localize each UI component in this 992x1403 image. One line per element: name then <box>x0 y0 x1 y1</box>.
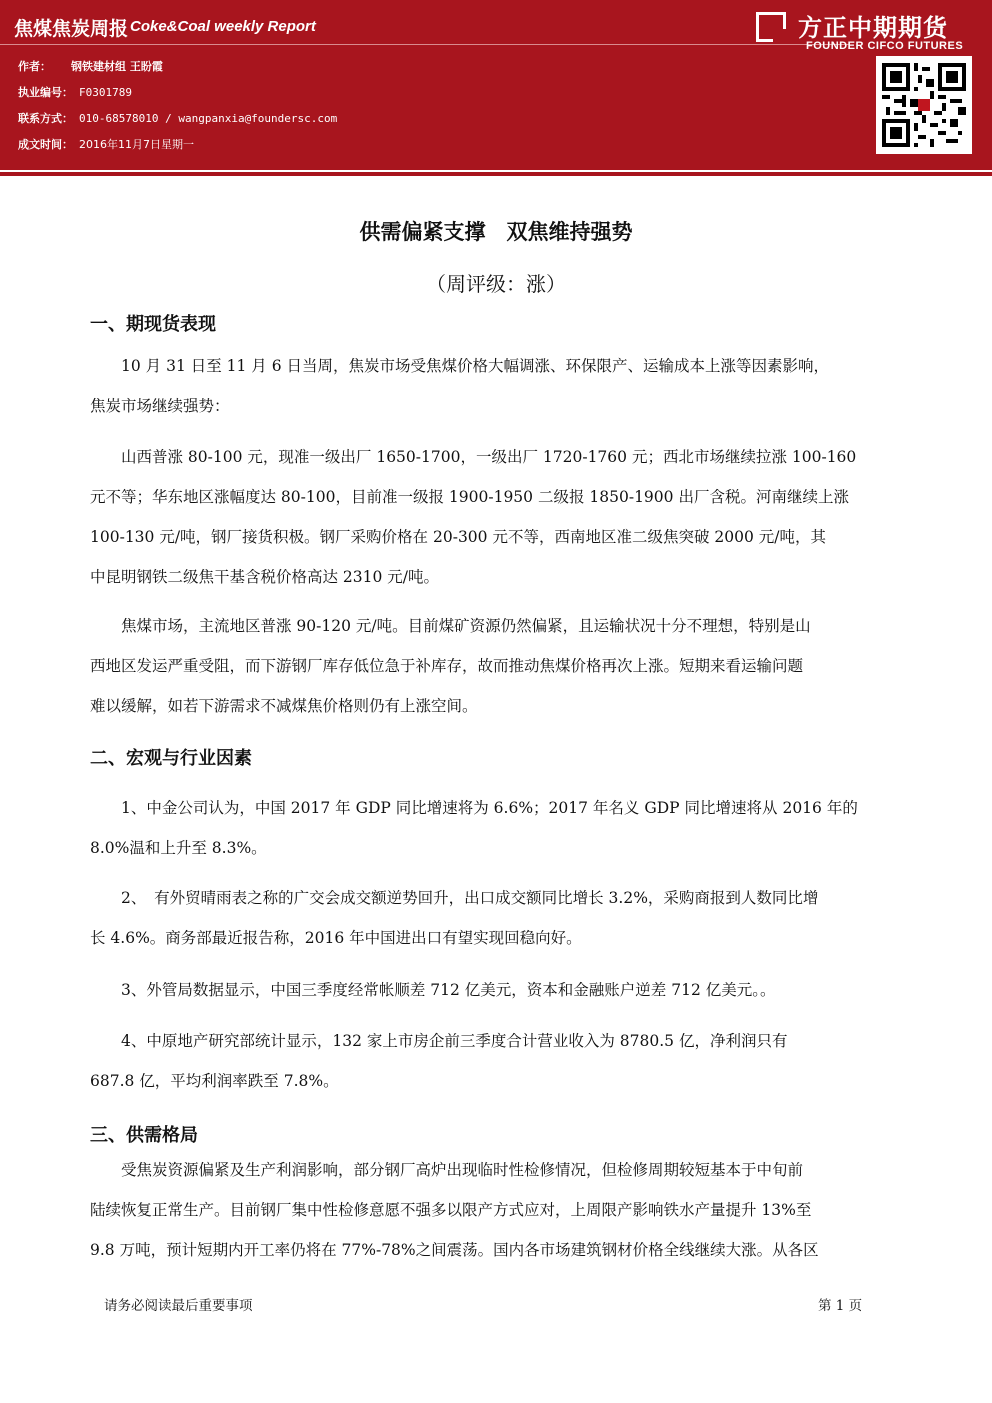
paragraph <box>90 788 902 868</box>
paragraph-line: 长 4.6%。商务部最近报告称，2016 年中国进出口有望实现回稳向好。 <box>90 929 582 947</box>
date-label: 成文时间： <box>18 138 73 151</box>
qr-code-icon <box>876 56 972 154</box>
paragraph-line: 2、 有外贸晴雨表之称的广交会成交额逆势回升，出口成交额同比增长 3.2%，采购商报到人数同比增 <box>90 889 819 907</box>
author-label: 作者： <box>18 60 51 73</box>
paragraph-line: 焦煤市场，主流地区普涨 90-120 元/吨。目前煤矿资源仍然偏紧，且运输状况十分不理想，特别是山 <box>90 617 811 635</box>
paragraph <box>90 1150 902 1270</box>
paragraph <box>90 970 902 1010</box>
paragraph-line: 4、中原地产研究部统计显示，132 家上市房企前三季度合计营业收入为 8780.5 亿，净利润只有 <box>90 1032 788 1050</box>
header-underline <box>0 172 992 176</box>
section-heading: 二、宏观与行业因素 <box>90 748 252 769</box>
paragraph <box>90 437 902 597</box>
paragraph-line: 1、中金公司认为，中国 2017 年 GDP 同比增速将为 6.6%；2017 年名义 GDP 同比增速将从 2016 年的 <box>90 799 858 817</box>
paragraph-line: 3、外管局数据显示，中国三季度经常帐顺差 712 亿美元，资本和金融账户逆差 712 亿美元。。 <box>90 981 776 999</box>
paragraph <box>90 1021 902 1101</box>
license-value: F0301789 <box>79 86 132 99</box>
contact-label: 联系方式： <box>18 112 73 125</box>
paragraph-line: 西地区发运严重受阻，而下游钢厂库存低位急于补库存，故而推动焦煤价格再次上涨。短期来看运输问题 <box>90 657 804 675</box>
license-line <box>18 84 132 100</box>
paragraph <box>90 878 902 958</box>
contact-line <box>18 110 337 126</box>
date-value: 2016年11月7日星期一 <box>79 138 194 151</box>
paragraph-line: 9.8 万吨，预计短期内开工率仍将在 77%-78%之间震荡。国内各市场建筑钢材价格全线继续大涨。从各区 <box>90 1241 819 1259</box>
paragraph <box>90 346 902 426</box>
contact-value: 010-68578010 / wangpanxia@foundersc.com <box>79 112 338 125</box>
author-line <box>18 58 163 74</box>
footer-notice: 请务必阅读最后重要事项 <box>104 1298 253 1314</box>
author-value: 钢铁建材组 王盼霞 <box>71 60 163 73</box>
section-heading: 一、期现货表现 <box>90 314 216 335</box>
paragraph-line: 焦炭市场继续强势： <box>90 397 230 415</box>
license-label: 执业编号： <box>18 86 73 99</box>
paragraph <box>90 606 902 726</box>
paragraph-line: 8.0%温和上升至 8.3%。 <box>90 839 267 857</box>
weekly-rating: （周评级：涨） <box>426 272 566 296</box>
date-line <box>18 136 194 152</box>
paragraph-line: 10 月 31 日至 11 月 6 日当周，焦炭市场受焦煤价格大幅调涨、环保限产、运输成本上涨等因素影响， <box>90 357 830 375</box>
company-logo-icon <box>756 12 786 42</box>
company-name-cn: 方正中期期货 <box>798 14 948 42</box>
report-title-cn: 焦煤焦炭周报 <box>14 18 129 40</box>
paragraph-line: 陆续恢复正常生产。目前钢厂集中性检修意愿不强多以限产方式应对，上周限产影响铁水产量提升 13%至 <box>90 1201 812 1219</box>
page-number: 第 1 页 <box>818 1298 863 1314</box>
header-divider <box>0 44 850 45</box>
paragraph-line: 100-130 元/吨，钢厂接货积极。钢厂采购价格在 20-300 元不等，西南地区准二级焦突破 2000 元/吨，其 <box>90 528 826 546</box>
paragraph-line: 中昆明钢铁二级焦干基含税价格高达 2310 元/吨。 <box>90 568 440 586</box>
report-title-en: Coke&Coal weekly Report <box>130 18 316 35</box>
paragraph-line: 难以缓解，如若下游需求不减煤焦价格则仍有上涨空间。 <box>90 697 478 715</box>
paragraph-line: 受焦炭资源偏紧及生产利润影响，部分钢厂高炉出现临时性检修情况，但检修周期较短基本于中旬前 <box>90 1161 804 1179</box>
document-title: 供需偏紧支撑 双焦维持强势 <box>359 220 633 244</box>
company-name-en: FOUNDER CIFCO FUTURES <box>806 40 964 52</box>
paragraph-line: 687.8 亿，平均利润率跌至 7.8%。 <box>90 1072 339 1090</box>
paragraph-line: 元不等；华东地区涨幅度达 80-100，目前准一级报 1900-1950 二级报 1850-1900 出厂含税。河南继续上涨 <box>90 488 849 506</box>
section-heading: 三、供需格局 <box>90 1125 198 1146</box>
paragraph-line: 山西普涨 80-100 元，现准一级出厂 1650-1700，一级出厂 1720-1760 元；西北市场继续拉涨 100-160 <box>90 448 857 466</box>
